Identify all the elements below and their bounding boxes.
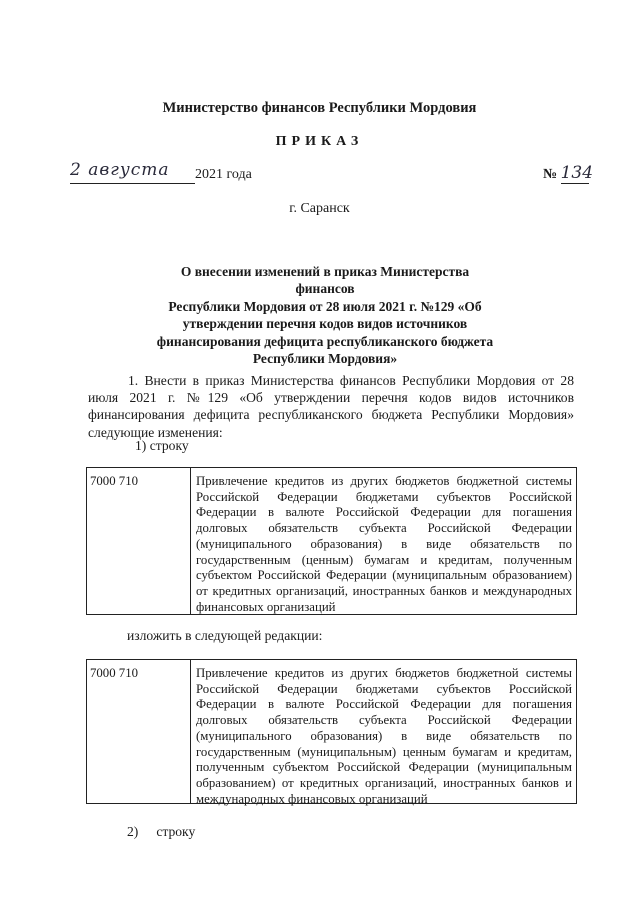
paragraph-1-text: 1. Внести в приказ Министерства финансов Республики Мордовия от 28 июля 2021 г. №129 «Об утверждении перечня кодов видов источников финансирования дефицита республиканского бюджета Республики Мордовия» следующие изменения: <box>88 373 574 440</box>
title-line: утверждении перечня кодов видов источников <box>182 316 468 332</box>
handwritten-number: 134 <box>560 163 594 183</box>
city: г. Саранск <box>289 201 350 216</box>
ministry-name: Министерство финансов Республики Мордовия <box>162 100 477 116</box>
title-line: Республики Мордовия от 28 июля 2021 г. №129 «Об <box>168 298 482 314</box>
number-sign: № <box>543 167 558 182</box>
new-row-code: 7000 710 <box>87 660 191 803</box>
order-date <box>70 160 252 184</box>
item-2 <box>127 824 195 840</box>
order-number <box>543 163 594 184</box>
replace-phrase: изложить в следующей редакции: <box>127 628 323 643</box>
item-2-text: строку <box>156 824 196 839</box>
old-row-description: Привлечение кредитов из других бюджетов бюджетной системы Российской Федерации бюджетами субъектов Российской Федерации в валюте Российской Федерации для погашения долговых обязательств субъекта Российской Федерации (муниципального образования) в виде обязательств по государственным (ценным) бумагам и кредитам, полученным субъектом Российской Федерации (муниципальным образованием) от кредитных организаций, иностранных банков и международных финансовых организаций <box>196 474 572 614</box>
document-type: ПРИКАЗ <box>275 134 364 149</box>
date-year: 2021 года <box>195 167 252 182</box>
title-line: О внесении изменений в приказ Министерства финансов <box>180 264 470 297</box>
item-1: 1) строку <box>135 438 189 453</box>
new-row-table <box>86 659 577 804</box>
order-title <box>150 263 500 367</box>
paragraph-1 <box>88 372 574 441</box>
item-2-number: 2) <box>127 824 139 839</box>
old-row-code: 7000 710 <box>87 468 191 614</box>
old-row-table <box>86 467 577 615</box>
title-line: Республики Мордовия» <box>252 351 398 367</box>
handwritten-date: 2 августа <box>70 163 195 184</box>
new-row-description: Привлечение кредитов из других бюджетов бюджетной системы Российской Федерации бюджетами субъектов Российской Федерации в валюте Российской Федерации для погашения долговых обязательств субъекта Российской Федерации (муниципального образования) в виде обязательств по государственным (муниципальным) ценным бумагам и кредитам, полученным субъектом Российской Федерации (муниципальным образованием) от кредитных организаций, иностранных банков и международных финансовых организаций <box>196 666 572 806</box>
title-line: финансирования дефицита республиканского бюджета <box>156 333 494 349</box>
